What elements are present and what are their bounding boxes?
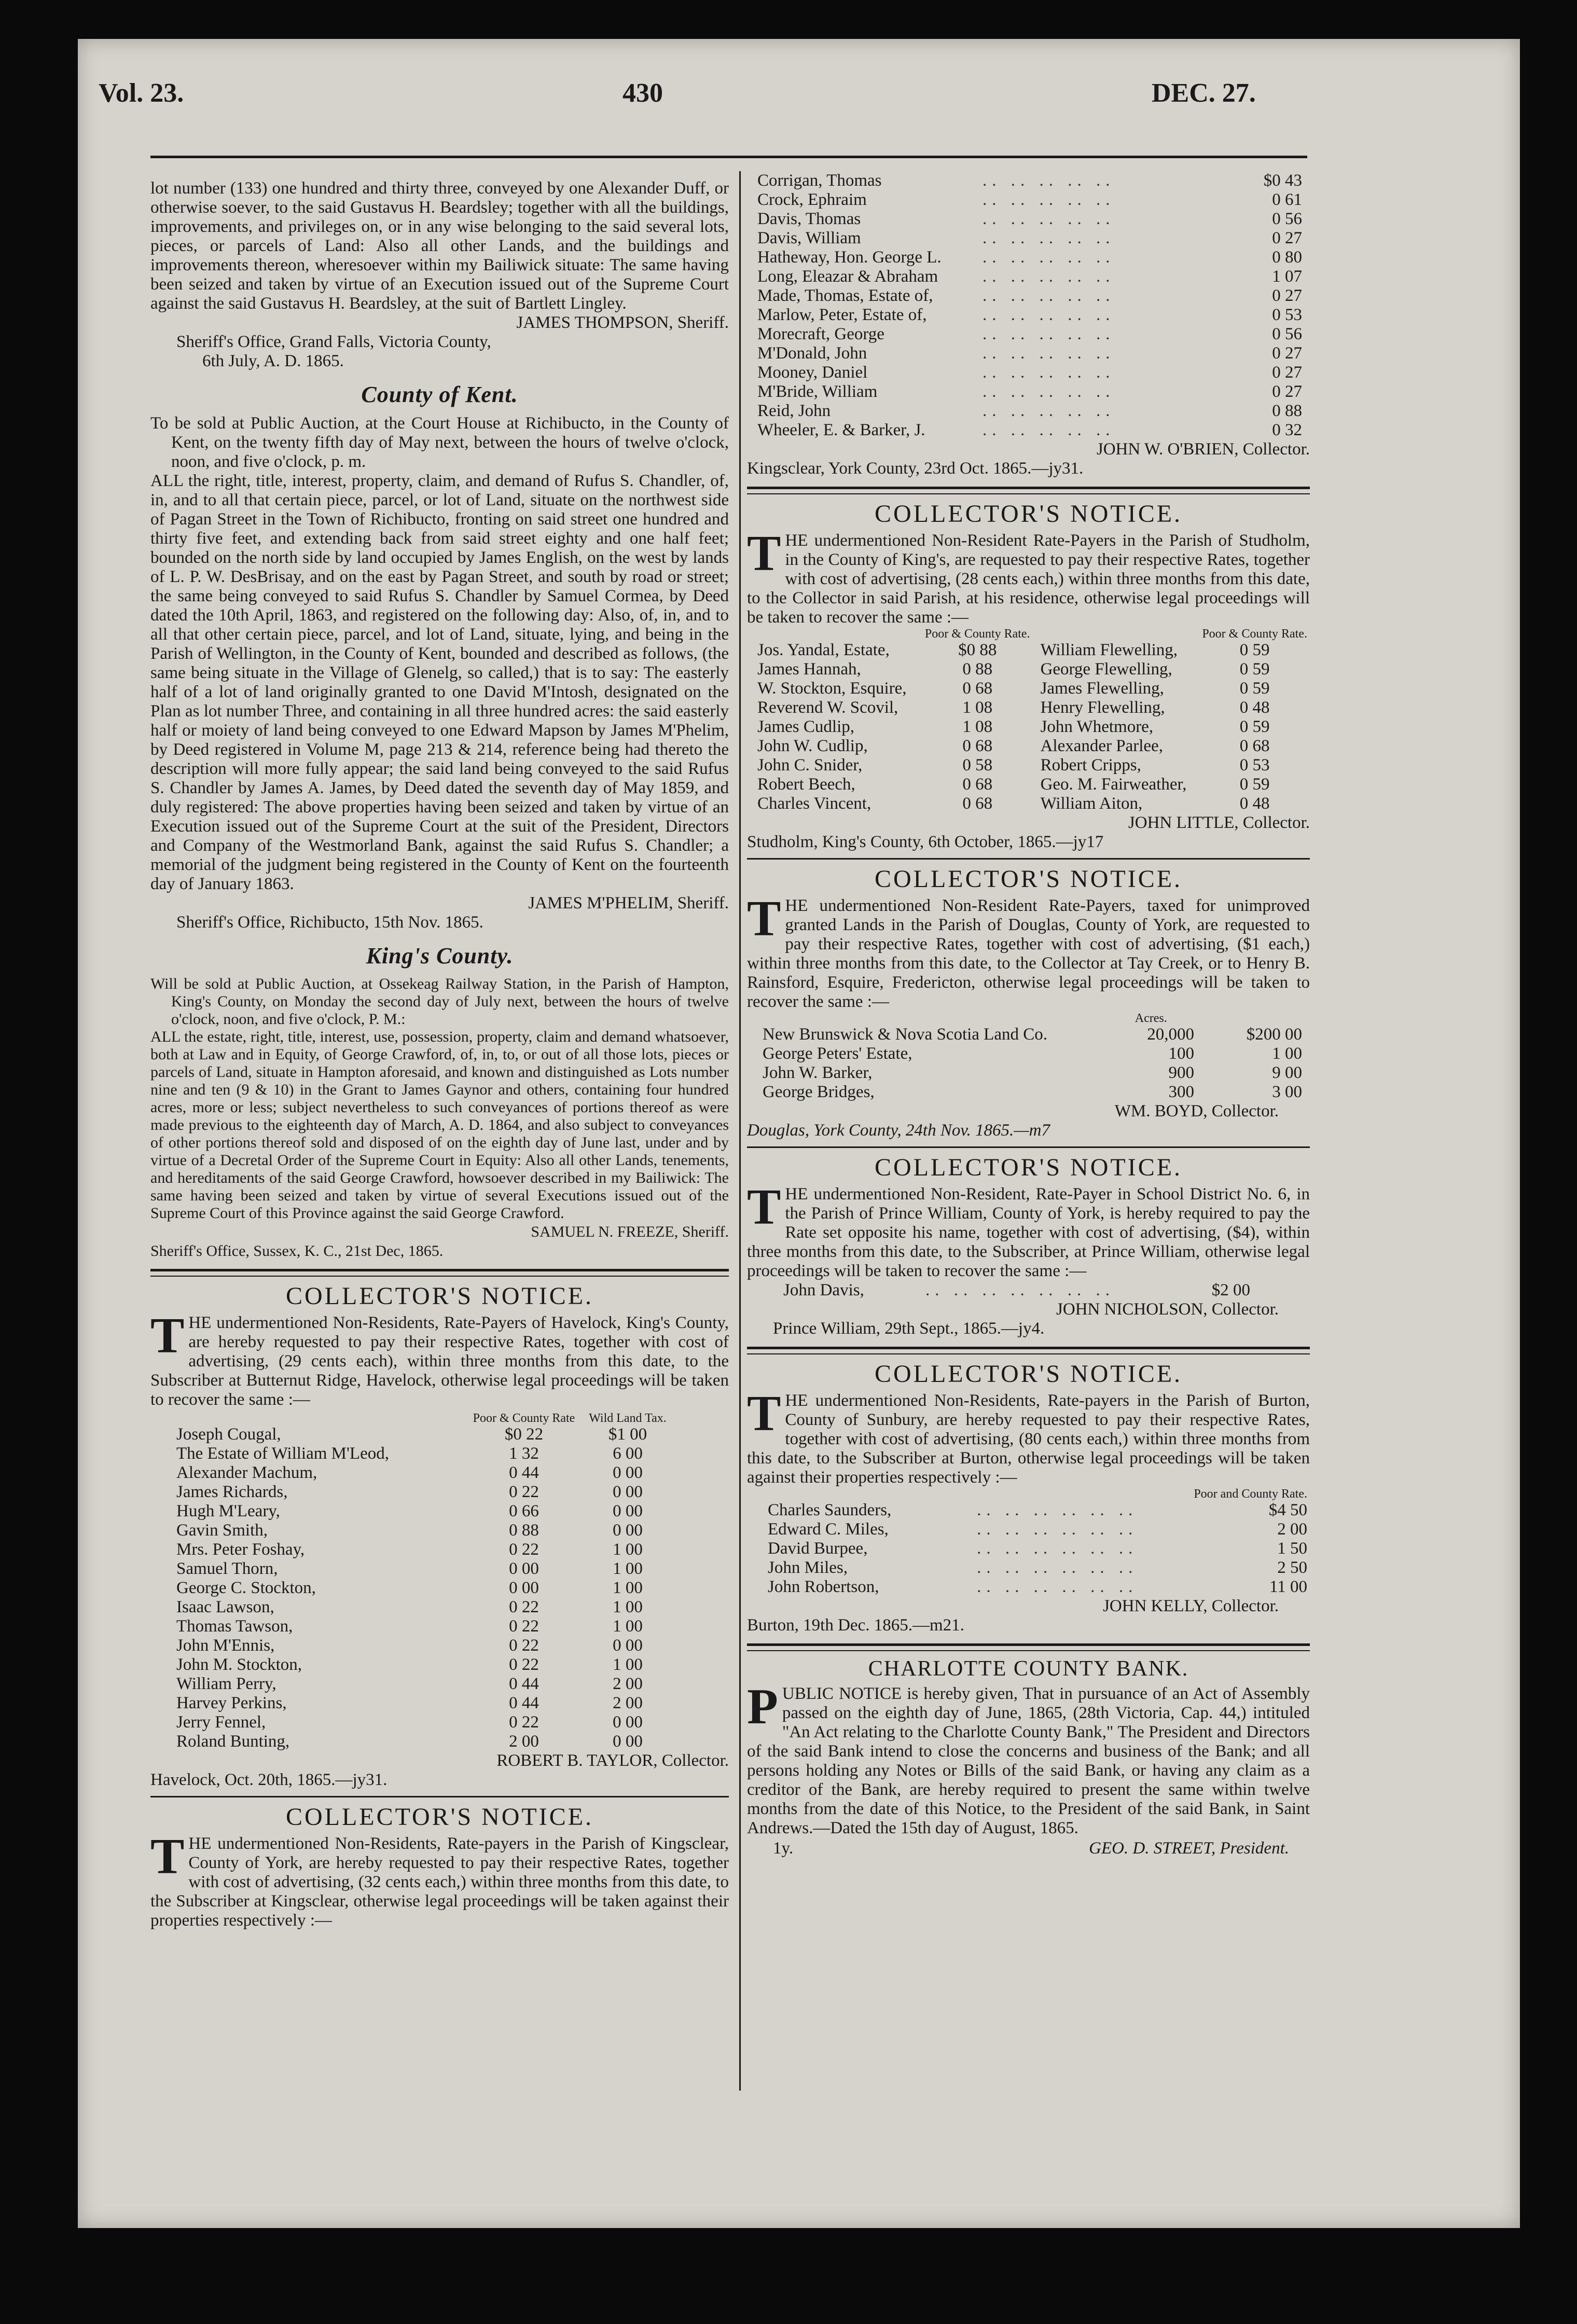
payer-name: M'Donald, John bbox=[757, 344, 867, 363]
intro-date: 6th July, A. D. 1865. bbox=[202, 352, 344, 370]
payer-name: David Burpee, bbox=[768, 1539, 868, 1558]
kingsclear-rate-table bbox=[757, 171, 1302, 440]
kingsclear-notice-title: COLLECTOR'S NOTICE. bbox=[285, 1803, 594, 1831]
rate-value: 0 88 bbox=[962, 660, 993, 679]
table-row bbox=[757, 641, 1307, 660]
wild-land-tax: 1 00 bbox=[613, 1598, 643, 1616]
kent-office: Sheriff's Office, Richibucto, 15th Nov. 1865. bbox=[176, 913, 483, 932]
poor-county-rate: 0 22 bbox=[509, 1636, 539, 1655]
havelock-rate-table bbox=[176, 1412, 674, 1751]
rate-value: 0 53 bbox=[1272, 306, 1302, 324]
intro-signature: JAMES THOMPSON, Sheriff. bbox=[516, 313, 729, 332]
havelock-notice-title: COLLECTOR'S NOTICE. bbox=[285, 1282, 594, 1310]
payer-name: Jos. Yandal, Estate, bbox=[757, 641, 890, 659]
drop-cap: T bbox=[747, 1179, 781, 1235]
poor-county-rate: 0 00 bbox=[509, 1579, 539, 1597]
left-column bbox=[150, 179, 729, 1930]
poor-county-rate: 1 32 bbox=[509, 1444, 539, 1463]
table-row bbox=[176, 1617, 674, 1636]
payer-name: Henry Flewelling, bbox=[1040, 698, 1165, 717]
payer-name: George C. Stockton, bbox=[176, 1579, 316, 1597]
kings-body: ALL the estate, right, title, interest, use, possession, property, claim and demand whatsoever, both at Law and in Equity, of George Crawford, of, in, to, or out of all those lots, pieces or parcels of Land, situate in Hampton aforesaid, and known and distinguished as Lots number nine and ten (9 & 10) in the Grant to James Gaynor and others, containing four hundred acres, more or less; subject nevertheless to such conveyances of portions thereof as were made previous to the eighteenth day of March, A. D. 1864, and also subject to conveyances of other portions thereof sold and disposed of on the eighth day of June last, under and by virtue of a Decretal Order of the Supreme Court in Equity: Also all other Lands, tenements, and hereditaments of the said George Crawford, howsoever described in my Bailiwick: The same having been seized and taken by virtue of several Executions issued out of the Supreme Court of this Province against the said George Crawford. bbox=[150, 1028, 729, 1222]
payer-name: Mooney, Daniel bbox=[757, 363, 868, 382]
leader-dots: .. .. .. .. .. bbox=[983, 402, 1115, 420]
payer-name: James Richards, bbox=[176, 1483, 288, 1501]
table-row bbox=[176, 1655, 674, 1675]
payer-name: Marlow, Peter, Estate of, bbox=[757, 306, 927, 324]
bank-notice-body: UBLIC NOTICE is hereby given, That in pursuance of an Act of Assembly passed on the eighth day of June, 1865, (28th Victoria, Cap. 44,) intituled "An Act relating to the Charlotte County Bank," The President and Directors of the said Bank intend to close the concerns and business of the Bank; and all persons holding any Notes or Bills of the said Bank, or having any claim as a creditor of the Bank, are hereby required to present the same within twelve months from the date of this Notice, to the President of the said Bank, in Saint Andrews.—Dated the 15th day of August, 1865. bbox=[747, 1684, 1310, 1837]
wild-land-tax: 1 00 bbox=[613, 1617, 643, 1636]
rate-value: 0 61 bbox=[1272, 190, 1302, 209]
table-row bbox=[757, 717, 1307, 737]
table-row: John Davis, .. .. .. .. .. .. .. $2 00 bbox=[783, 1281, 1250, 1299]
payer-name: Isaac Lawson, bbox=[176, 1598, 274, 1616]
payer-name: John M. Stockton, bbox=[176, 1655, 302, 1674]
rate-value: 0 48 bbox=[1239, 794, 1270, 813]
table-row bbox=[176, 1444, 674, 1463]
drop-cap: T bbox=[747, 1386, 781, 1442]
section-rule bbox=[747, 1643, 1310, 1651]
table-row bbox=[763, 1044, 1302, 1063]
rate-value: 1 07 bbox=[1272, 267, 1302, 286]
payer-name: William Flewelling, bbox=[1040, 641, 1178, 659]
table-row bbox=[768, 1539, 1307, 1558]
poor-county-rate: 0 22 bbox=[509, 1540, 539, 1559]
rate-value: 3 00 bbox=[1272, 1083, 1302, 1101]
rate-value: 0 59 bbox=[1239, 717, 1270, 736]
table-row bbox=[757, 698, 1307, 717]
poor-county-rate: 0 22 bbox=[509, 1655, 539, 1674]
section-rule bbox=[150, 1269, 729, 1277]
payer-name: Robert Cripps, bbox=[1040, 756, 1141, 774]
payer-name: Samuel Thorn, bbox=[176, 1559, 278, 1578]
burton-notice-body: HE undermentioned Non-Residents, Rate-payers in the Parish of Burton, County of Sunbury, are hereby requested to pay their respective Rates, together with cost of advertising, (80 cents each,) within three months from this date, to the Subscriber at Burton, otherwise legal proceedings will be taken against their properties respectively :— bbox=[747, 1391, 1310, 1487]
table-row bbox=[757, 660, 1307, 679]
column-divider bbox=[739, 171, 741, 2091]
leader-dots: .. .. .. .. .. .. bbox=[977, 1539, 1138, 1558]
poor-county-rate: 0 88 bbox=[509, 1521, 539, 1540]
bank-code: 1y. bbox=[773, 1839, 794, 1858]
wild-land-tax: 0 00 bbox=[613, 1732, 643, 1751]
acres-value: 20,000 bbox=[1147, 1025, 1194, 1044]
rate-value: 0 68 bbox=[962, 679, 993, 698]
leader-dots: .. .. .. .. .. bbox=[983, 325, 1115, 343]
douglas-notice-title: COLLECTOR'S NOTICE. bbox=[874, 865, 1183, 893]
payer-name: Joseph Cougal, bbox=[176, 1425, 281, 1444]
rate-value: 0 56 bbox=[1272, 210, 1302, 228]
volume-number: Vol. 23. bbox=[99, 78, 184, 108]
rate-value: 0 68 bbox=[962, 737, 993, 755]
table-row bbox=[757, 679, 1307, 698]
table-row bbox=[757, 756, 1307, 775]
rate-value: 0 80 bbox=[1272, 248, 1302, 267]
payer-name: Morecraft, George bbox=[757, 325, 884, 343]
table-row bbox=[757, 306, 1302, 325]
kent-lead: To be sold at Public Auction, at the Court House at Richibucto, in the County of Kent, on the twenty fifth day of May next, between the hours of twelve o'clock, noon, and five o'clock, p. m. bbox=[150, 414, 729, 471]
rate-value: 0 68 bbox=[962, 794, 993, 813]
header-rule bbox=[150, 156, 1307, 158]
studholm-notice-body: HE undermentioned Non-Resident Rate-Payers in the Parish of Studholm, in the County of King's, are requested to pay their respective Rates, together with cost of advertising, (28 cents each,) within three months from this date, to the Collector in said Parish, at his residence, otherwise legal proceedings will be taken to recover the same :— bbox=[747, 531, 1310, 627]
leader-dots: .. .. .. .. .. bbox=[983, 421, 1115, 439]
payer-name: Mrs. Peter Foshay, bbox=[176, 1540, 305, 1559]
payer-name: Made, Thomas, Estate of, bbox=[757, 286, 933, 305]
drop-cap: T bbox=[747, 891, 781, 947]
wild-land-tax: 1 00 bbox=[613, 1559, 643, 1578]
havelock-date: Havelock, Oct. 20th, 1865.—jy31. bbox=[150, 1770, 388, 1789]
poor-county-rate: 0 22 bbox=[509, 1713, 539, 1732]
burton-rate-table bbox=[768, 1487, 1307, 1597]
havelock-notice-body: HE undermentioned Non-Residents, Rate-Payers of Havelock, King's County, are hereby requested to pay their respective Rates, together with cost of advertising, (29 cents each), within three months from this date, to the Subscriber at Butternut Ridge, Havelock, otherwise legal proceedings will be taken to recover the same :— bbox=[150, 1313, 729, 1409]
poor-county-rate: 0 44 bbox=[509, 1675, 539, 1693]
table-row bbox=[176, 1540, 674, 1559]
rate-value: 0 59 bbox=[1239, 775, 1270, 794]
prince-william-rate-table bbox=[783, 1281, 1250, 1300]
poor-county-rate: 0 22 bbox=[509, 1617, 539, 1636]
table-row bbox=[757, 210, 1302, 229]
havelock-signature: ROBERT B. TAYLOR, Collector. bbox=[496, 1751, 729, 1770]
rate-value: 0 27 bbox=[1272, 229, 1302, 247]
wild-land-tax: 0 00 bbox=[613, 1636, 643, 1655]
table-row bbox=[763, 1063, 1302, 1083]
rate-value: 1 50 bbox=[1277, 1539, 1307, 1558]
wild-land-tax: $1 00 bbox=[608, 1425, 647, 1444]
rate-value: 1 08 bbox=[962, 717, 993, 736]
studholm-date: Studholm, King's County, 6th October, 1865.—jy17 bbox=[747, 833, 1104, 851]
table-row bbox=[768, 1558, 1307, 1578]
section-rule bbox=[747, 858, 1310, 860]
rate-value: $200 00 bbox=[1246, 1025, 1302, 1044]
page-number: 430 bbox=[622, 78, 663, 108]
rate-value: 0 88 bbox=[1272, 402, 1302, 420]
table-row bbox=[176, 1713, 674, 1732]
table-row bbox=[757, 737, 1307, 756]
rate-value: 0 68 bbox=[1239, 737, 1270, 755]
wild-land-tax: 1 00 bbox=[613, 1540, 643, 1559]
payer-name: Hugh M'Leary, bbox=[176, 1502, 280, 1520]
payer-name: John M'Ennis, bbox=[176, 1636, 275, 1655]
wild-land-tax: 0 00 bbox=[613, 1521, 643, 1540]
table-row bbox=[757, 267, 1302, 286]
douglas-signature: WM. BOYD, Collector. bbox=[1114, 1102, 1279, 1120]
column-header: Acres. bbox=[1135, 1012, 1167, 1025]
rate-value: 1 00 bbox=[1272, 1044, 1302, 1063]
payer-name: Harvey Perkins, bbox=[176, 1694, 287, 1712]
wild-land-tax: 1 00 bbox=[613, 1655, 643, 1674]
table-row bbox=[768, 1520, 1307, 1539]
leader-dots: .. .. .. .. .. .. bbox=[977, 1501, 1138, 1519]
leader-dots: .. .. .. .. .. .. bbox=[977, 1558, 1138, 1577]
poor-county-rate: 0 66 bbox=[509, 1502, 539, 1520]
kings-lead: Will be sold at Public Auction, at Ossekeag Railway Station, in the Parish of Hampton, King's County, on Monday the second day of July next, between the hours of twelve o'clock, noon, and five o'clock, P. M.: bbox=[150, 975, 729, 1028]
douglas-notice-body: HE undermentioned Non-Resident Rate-Payers, taxed for unimproved granted Lands in the Parish of Douglas, County of York, are requested to pay their respective Rates, together with cost of advertising, ($1 each,) within three months from this date, to the Collector at Tay Creek, or to Henry B. Rainsford, Esquire, Fredericton, otherwise legal proceedings will be taken to recover the same :— bbox=[747, 896, 1310, 1011]
payer-name: John Miles, bbox=[768, 1558, 848, 1577]
payer-name: James Flewelling, bbox=[1040, 679, 1164, 698]
rate-value: 0 48 bbox=[1239, 698, 1270, 717]
payer-name: Hatheway, Hon. George L. bbox=[757, 248, 942, 267]
poor-county-rate: $0 22 bbox=[504, 1425, 544, 1444]
leader-dots: .. .. .. .. .. bbox=[983, 229, 1115, 247]
payer-name: William Perry, bbox=[176, 1675, 276, 1693]
table-row bbox=[768, 1501, 1307, 1520]
rate-value: $2 00 bbox=[1211, 1281, 1250, 1299]
payer-name: Charles Saunders, bbox=[768, 1501, 892, 1519]
payer-name: Wheeler, E. & Barker, J. bbox=[757, 421, 925, 439]
table-row bbox=[757, 344, 1302, 363]
wild-land-tax: 0 00 bbox=[613, 1463, 643, 1482]
payer-name: Edward C. Miles, bbox=[768, 1520, 889, 1539]
poor-county-rate: 2 00 bbox=[509, 1732, 539, 1751]
payer-name: Robert Beech, bbox=[757, 775, 855, 794]
table-row bbox=[757, 171, 1302, 190]
kingsclear-signature: JOHN W. O'BRIEN, Collector. bbox=[1096, 440, 1310, 459]
table-row bbox=[176, 1559, 674, 1579]
kent-body: ALL the right, title, interest, property, claim, and demand of Rufus S. Chandler, of, in, and to all that certain piece, parcel, or lot of Land, situate on the northwest side of Pagan Street in the Town of Richibucto, fronting on said street one hundred and thirty five feet, and extending back from said street eighty and one half feet; bounded on the north side by land occupied by James English, on the west by lands of L. P. W. DesBrisay, and on the east by Pagan Street, and south by road or street; the same being conveyed to said Rufus S. Chandler by Samuel Cormea, by Deed dated the 10th April, 1863, and registered on the following day: Also, of, in, and to all that other certain piece, parcel, and lot of Land, situate, lying, and being in the Parish of Wellington, in the County of Kent, bounded and described as follows, (the same being situate in the Village of Glenelg, so called,) that is to say: The easterly half of a lot of land originally granted to one David M'Intosh, designated on the Plan as lot number Three, and containing in all three hundred acres: the said easterly half or moiety of land being conveyed to one Edward Mapson by James M'Phelim, by Deed registered in Volume M, page 213 & 214, reference being had thereto the description will more fully appear; the said land being conveyed to the said Rufus S. Chandler by James A. James, by Deed dated the seventh day of May 1859, and duly registered: The above properties having been seized and taken by virtue of an Execution issued out of the Supreme Court at the suit of the President, Directors and Company of the Westmorland Bank, against the said Rufus S. Chandler; a memorial of the judgment being registered in the County of Kent on the fourteenth day of January 1863. bbox=[150, 472, 729, 893]
drop-cap: T bbox=[150, 1829, 185, 1885]
table-row bbox=[176, 1463, 674, 1483]
rate-value: $4 50 bbox=[1268, 1501, 1307, 1519]
payer-name: New Brunswick & Nova Scotia Land Co. bbox=[763, 1025, 1047, 1044]
payer-name: Jerry Fennel, bbox=[176, 1713, 266, 1732]
rate-value: 11 00 bbox=[1269, 1578, 1307, 1596]
table-row bbox=[757, 402, 1302, 421]
payer-name: Alexander Machum, bbox=[176, 1463, 317, 1482]
payer-name: Reverend W. Scovil, bbox=[757, 698, 898, 717]
bank-signature: GEO. D. STREET, President. bbox=[1089, 1839, 1289, 1858]
douglas-rate-table bbox=[763, 1012, 1302, 1102]
table-row bbox=[757, 248, 1302, 267]
leader-dots: .. .. .. .. .. bbox=[983, 363, 1115, 382]
kings-heading: King's County. bbox=[366, 943, 514, 969]
rate-value: 0 59 bbox=[1239, 679, 1270, 698]
poor-county-rate: 0 22 bbox=[509, 1598, 539, 1616]
payer-name: Davis, Thomas bbox=[757, 210, 861, 228]
payer-name: John W. Barker, bbox=[763, 1063, 873, 1082]
payer-name: The Estate of William M'Leod, bbox=[176, 1444, 389, 1463]
column-header: Poor and County Rate. bbox=[1194, 1487, 1307, 1501]
kent-signature: JAMES M'PHELIM, Sheriff. bbox=[528, 894, 729, 912]
intro-paragraph: lot number (133) one hundred and thirty three, conveyed by one Alexander Duff, or otherwise soever, to the said Gustavus H. Beardsley; together with all the buildings, improvements, and privileges on, or in any wise belonging to the said several lots, pieces, or parcels of Land: Also all other Lands, and the buildings and improvements thereon, wheresoever within my Bailiwick situate: The same having been seized and taken by virtue of an Execution issued out of the Supreme Court against the said Gustavus H. Beardsley, at the suit of Bartlett Lingley. bbox=[150, 179, 729, 313]
table-row bbox=[176, 1579, 674, 1598]
payer-name: John Davis, bbox=[783, 1281, 864, 1299]
wild-land-tax: 0 00 bbox=[613, 1502, 643, 1520]
right-column bbox=[747, 171, 1310, 1859]
payer-name: Alexander Parlee, bbox=[1040, 737, 1163, 755]
payer-name: George Bridges, bbox=[763, 1083, 875, 1101]
payer-name: Davis, William bbox=[757, 229, 861, 247]
payer-name: Corrigan, Thomas bbox=[757, 171, 882, 190]
payer-name: John C. Snider, bbox=[757, 756, 863, 774]
table-row bbox=[176, 1694, 674, 1713]
leader-dots: .. .. .. .. .. bbox=[983, 267, 1115, 286]
acres-value: 300 bbox=[1168, 1083, 1194, 1101]
leader-dots: .. .. .. .. .. bbox=[983, 344, 1115, 363]
rate-value: $0 43 bbox=[1263, 171, 1302, 190]
wild-land-tax: 2 00 bbox=[613, 1694, 643, 1712]
rate-value: 0 68 bbox=[962, 775, 993, 794]
douglas-date: Douglas, York County, 24th Nov. 1865.—m7 bbox=[747, 1121, 1050, 1140]
kings-office: Sheriff's Office, Sussex, K. C., 21st Dec, 1865. bbox=[150, 1242, 444, 1260]
payer-name: W. Stockton, Esquire, bbox=[757, 679, 907, 698]
rate-value: 2 00 bbox=[1277, 1520, 1307, 1539]
leader-dots: .. .. .. .. .. bbox=[983, 190, 1115, 209]
table-row bbox=[757, 229, 1302, 248]
poor-county-rate: 0 00 bbox=[509, 1559, 539, 1578]
table-row bbox=[768, 1578, 1307, 1597]
wild-land-tax: 1 00 bbox=[613, 1579, 643, 1597]
leader-dots: .. .. .. .. .. bbox=[983, 306, 1115, 324]
table-row bbox=[176, 1598, 674, 1617]
table-row bbox=[176, 1502, 674, 1521]
table-row bbox=[757, 382, 1302, 402]
prince-william-notice-body: HE undermentioned Non-Resident, Rate-Payer in School District No. 6, in the Parish of Prince William, County of York, is hereby required to pay the Rate set opposite his name, together with cost of advertising, ($4), within three months from this date, to the Subscriber, at Prince William, otherwise legal proceedings will be taken to recover the same :— bbox=[747, 1185, 1310, 1280]
rate-value: 0 58 bbox=[962, 756, 993, 774]
table-row bbox=[176, 1483, 674, 1502]
table-row bbox=[176, 1675, 674, 1694]
poor-county-rate: 0 22 bbox=[509, 1483, 539, 1501]
table-row bbox=[176, 1425, 674, 1444]
leader-dots: .. .. .. .. .. bbox=[983, 286, 1115, 305]
section-rule bbox=[150, 1796, 729, 1797]
payer-name: Crock, Ephraim bbox=[757, 190, 867, 209]
leader-dots: .. .. .. .. .. bbox=[983, 210, 1115, 228]
burton-notice-title: COLLECTOR'S NOTICE. bbox=[874, 1360, 1183, 1388]
rate-value: 0 53 bbox=[1239, 756, 1270, 774]
issue-date: DEC. 27. bbox=[1152, 78, 1256, 108]
drop-cap: P bbox=[747, 1679, 778, 1735]
section-rule bbox=[747, 1146, 1310, 1148]
rate-value: 9 00 bbox=[1272, 1063, 1302, 1082]
table-row bbox=[757, 325, 1302, 344]
table-row bbox=[763, 1083, 1302, 1102]
prince-william-signature: JOHN NICHOLSON, Collector. bbox=[1056, 1300, 1279, 1319]
acres-value: 100 bbox=[1168, 1044, 1194, 1063]
poor-county-rate: 0 44 bbox=[509, 1694, 539, 1712]
rate-value: 0 27 bbox=[1272, 344, 1302, 363]
rate-value: 2 50 bbox=[1277, 1558, 1307, 1577]
payer-name: George Flewelling, bbox=[1040, 660, 1172, 679]
kent-heading: County of Kent. bbox=[361, 382, 518, 407]
payer-name: Long, Eleazar & Abraham bbox=[757, 267, 938, 286]
payer-name: James Hannah, bbox=[757, 660, 861, 679]
kings-signature: SAMUEL N. FREEZE, Sheriff. bbox=[531, 1223, 729, 1240]
studholm-rate-table bbox=[757, 627, 1307, 813]
table-row bbox=[757, 190, 1302, 210]
payer-name: Geo. M. Fairweather, bbox=[1040, 775, 1187, 794]
table-row bbox=[176, 1521, 674, 1540]
wild-land-tax: 2 00 bbox=[613, 1675, 643, 1693]
leader-dots: .. .. .. .. .. bbox=[983, 248, 1115, 267]
table-row bbox=[757, 286, 1302, 306]
payer-name: Charles Vincent, bbox=[757, 794, 872, 813]
payer-name: Reid, John bbox=[757, 402, 831, 420]
rate-value: 0 27 bbox=[1272, 286, 1302, 305]
table-row bbox=[176, 1732, 674, 1751]
leader-dots: .. .. .. .. .. .. bbox=[977, 1520, 1138, 1539]
payer-name: Thomas Tawson, bbox=[176, 1617, 293, 1636]
drop-cap: T bbox=[747, 525, 781, 582]
rate-value: 0 32 bbox=[1272, 421, 1302, 439]
studholm-signature: JOHN LITTLE, Collector. bbox=[1128, 813, 1310, 832]
wild-land-tax: 0 00 bbox=[613, 1483, 643, 1501]
prince-william-notice-title: COLLECTOR'S NOTICE. bbox=[874, 1154, 1183, 1181]
studholm-notice-title: COLLECTOR'S NOTICE. bbox=[874, 500, 1183, 528]
kingsclear-notice-body: HE undermentioned Non-Residents, Rate-payers in the Parish of Kingsclear, County of York, are hereby requested to pay their respective Rates, together with cost of advertising, (32 cents each,) within three months from this date, to the Subscriber at Kingsclear, otherwise legal proceedings will be taken against their properties respectively :— bbox=[150, 1834, 729, 1930]
column-header: Wild Land Tax. bbox=[589, 1412, 667, 1425]
rate-value: 1 08 bbox=[962, 698, 993, 717]
leader-dots: .. .. .. .. .. bbox=[983, 382, 1115, 401]
table-row bbox=[757, 775, 1307, 794]
rate-value: 0 56 bbox=[1272, 325, 1302, 343]
leader-dots: .. .. .. .. .. bbox=[983, 171, 1115, 190]
payer-name: George Peters' Estate, bbox=[763, 1044, 912, 1063]
payer-name: James Cudlip, bbox=[757, 717, 854, 736]
wild-land-tax: 0 00 bbox=[613, 1713, 643, 1732]
table-row bbox=[757, 421, 1302, 440]
table-row bbox=[757, 363, 1302, 382]
payer-name: John Robertson, bbox=[768, 1578, 879, 1596]
table-row bbox=[176, 1636, 674, 1655]
poor-county-rate: 0 44 bbox=[509, 1463, 539, 1482]
burton-date: Burton, 19th Dec. 1865.—m21. bbox=[747, 1616, 964, 1635]
intro-office: Sheriff's Office, Grand Falls, Victoria County, bbox=[176, 333, 491, 351]
prince-william-date: Prince William, 29th Sept., 1865.—jy4. bbox=[773, 1319, 1045, 1338]
section-rule bbox=[747, 1347, 1310, 1354]
wild-land-tax: 6 00 bbox=[613, 1444, 643, 1463]
drop-cap: T bbox=[150, 1308, 185, 1364]
payer-name: John W. Cudlip, bbox=[757, 737, 868, 755]
rate-value: 0 59 bbox=[1239, 641, 1270, 659]
table-row bbox=[757, 794, 1307, 813]
payer-name: M'Bride, William bbox=[757, 382, 878, 401]
payer-name: William Aiton, bbox=[1040, 794, 1143, 813]
table-row bbox=[763, 1025, 1302, 1044]
column-header: Poor & County Rate. bbox=[1202, 627, 1307, 641]
kingsclear-date: Kingsclear, York County, 23rd Oct. 1865.—jy31. bbox=[747, 459, 1084, 478]
payer-name: John Whetmore, bbox=[1040, 717, 1154, 736]
rate-value: 0 27 bbox=[1272, 363, 1302, 382]
payer-name: Roland Bunting, bbox=[176, 1732, 290, 1751]
column-header: Poor & County Rate bbox=[473, 1412, 575, 1425]
burton-signature: JOHN KELLY, Collector. bbox=[1103, 1597, 1279, 1615]
rate-value: 0 59 bbox=[1239, 660, 1270, 679]
section-rule bbox=[747, 487, 1310, 494]
bank-notice-title: CHARLOTTE COUNTY BANK. bbox=[868, 1657, 1189, 1681]
rate-value: 0 27 bbox=[1272, 382, 1302, 401]
payer-name: Gavin Smith, bbox=[176, 1521, 268, 1540]
acres-value: 900 bbox=[1168, 1063, 1194, 1082]
rate-value: $0 88 bbox=[958, 641, 997, 659]
leader-dots: .. .. .. .. .. .. bbox=[977, 1578, 1138, 1596]
column-header: Poor & County Rate. bbox=[924, 627, 1030, 641]
